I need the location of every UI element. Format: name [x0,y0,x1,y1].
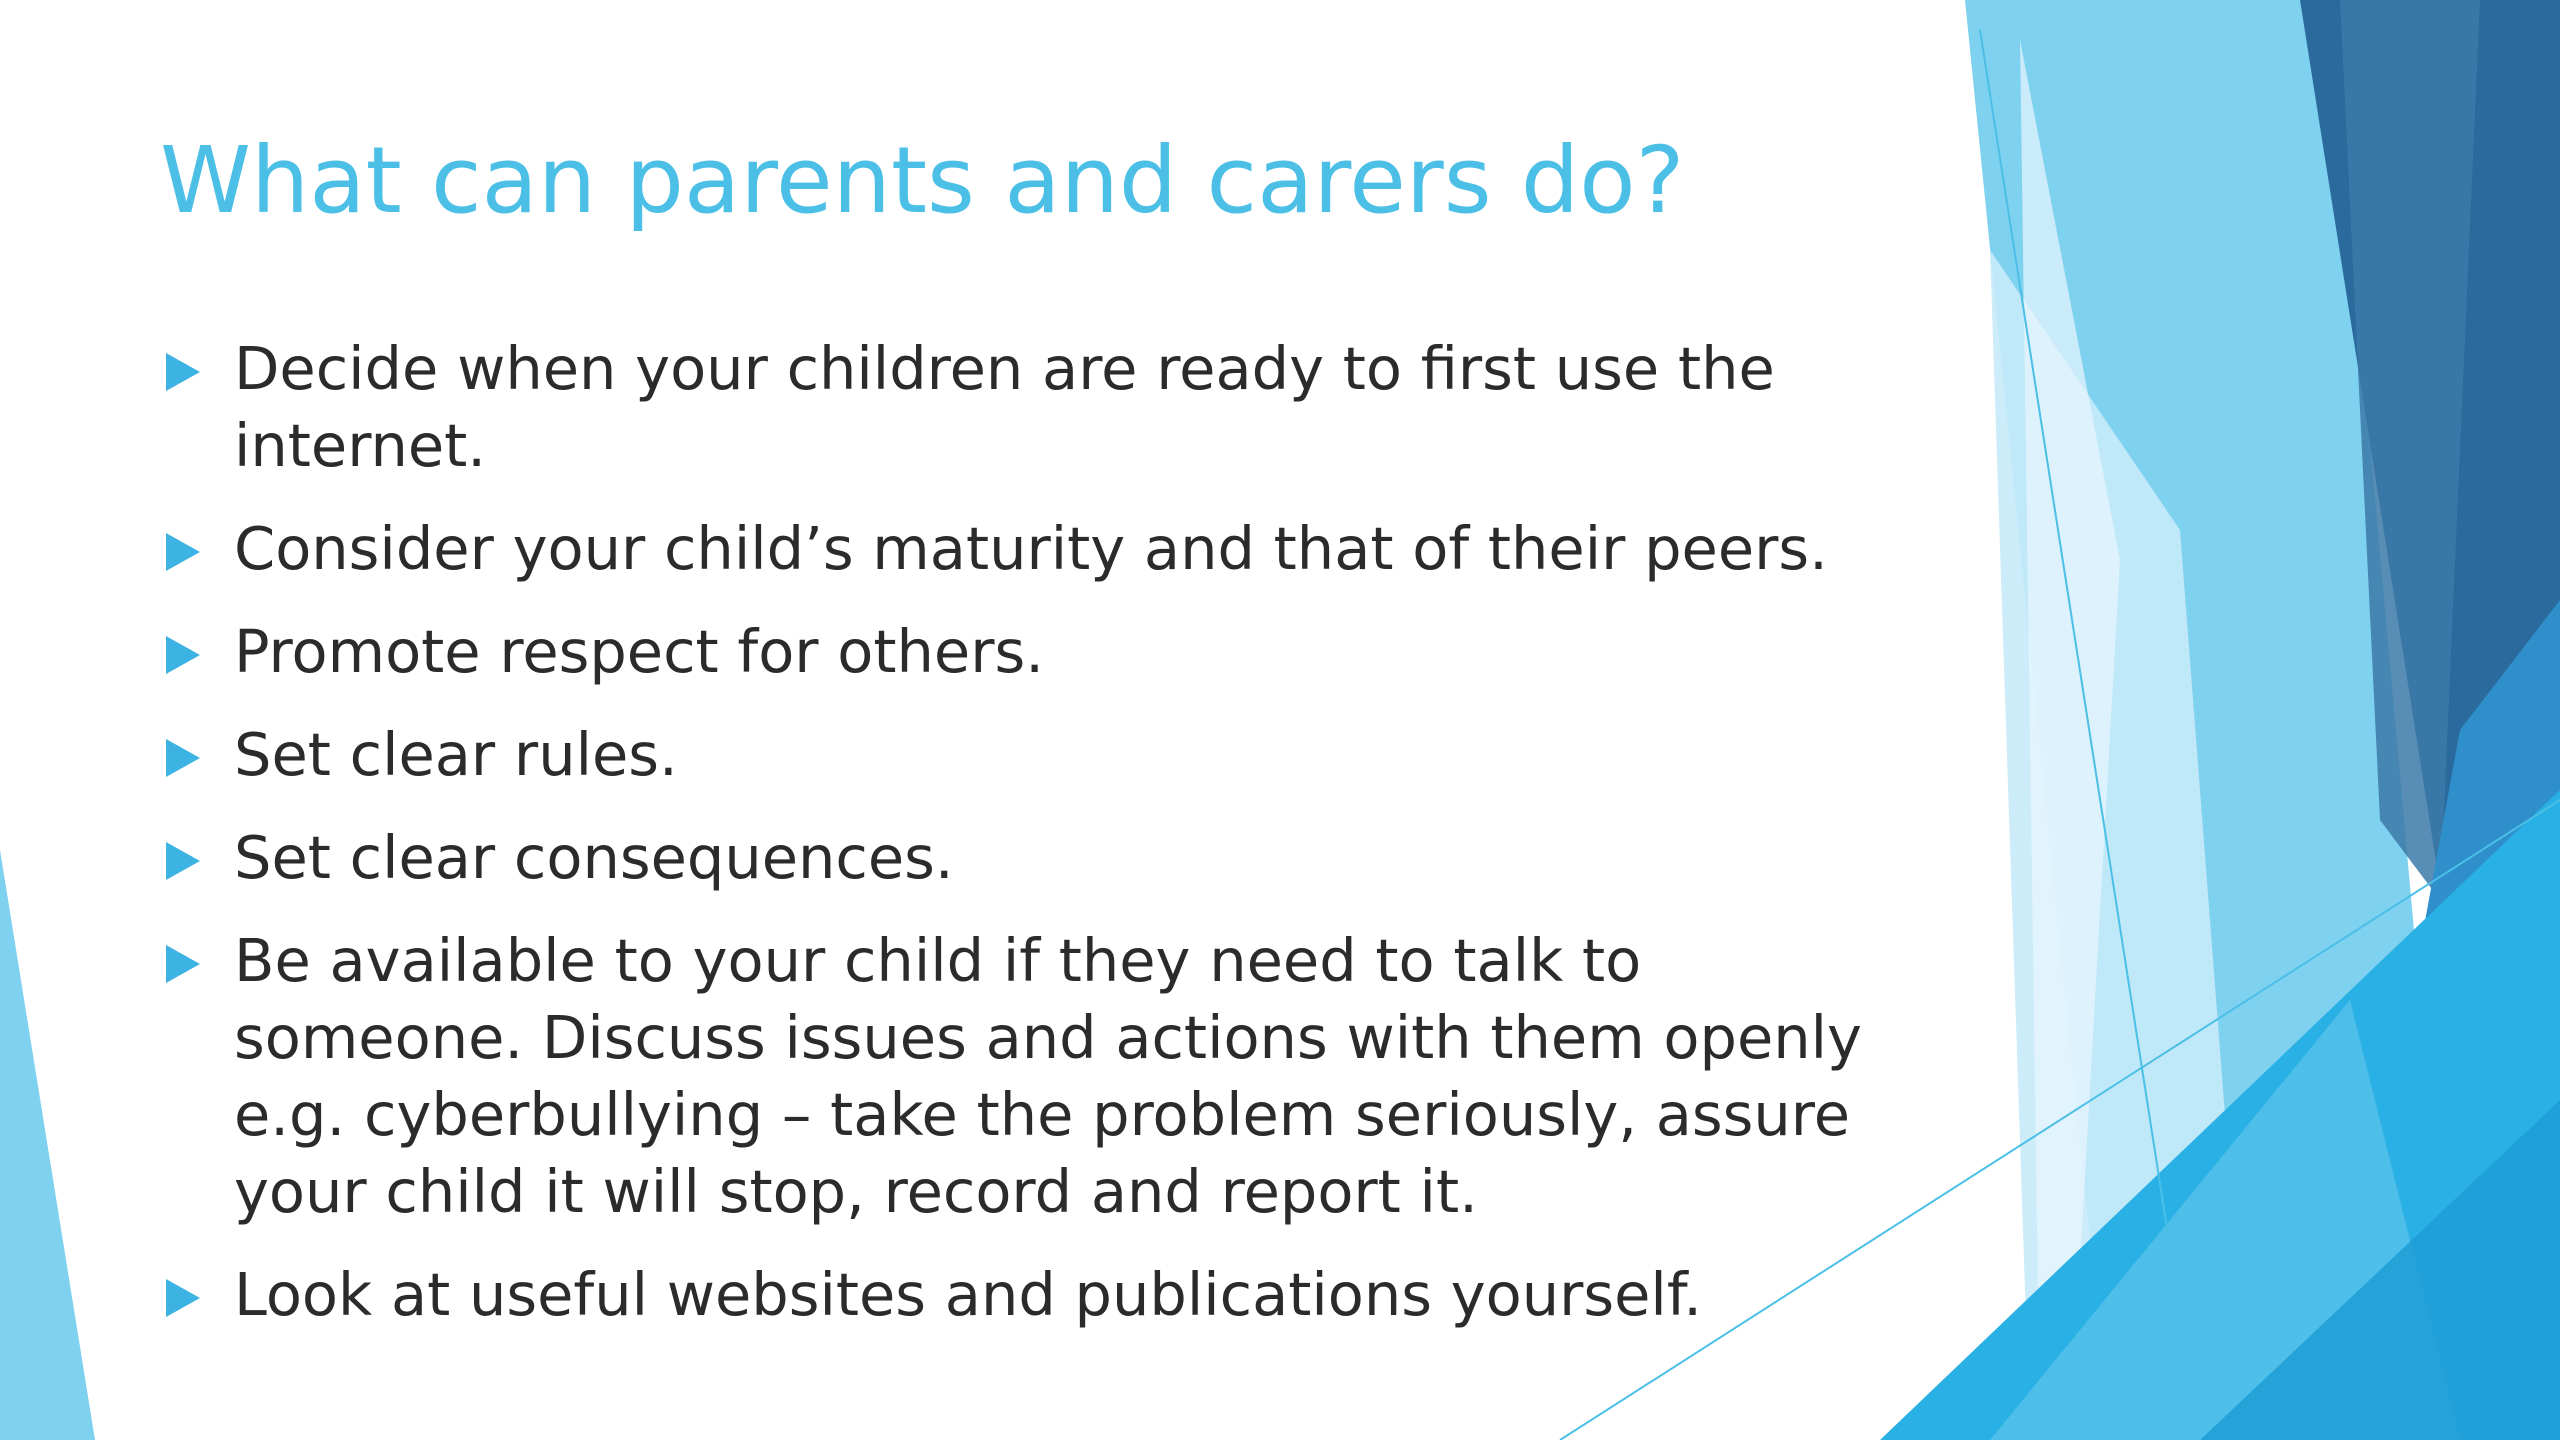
left-accent-shape [0,850,95,1440]
triangle-right-icon [166,739,200,777]
bullet-text: Be available to your child if they need to talk to someone. Discuss issues and actions with them openly e.g. cyberbullying – take the problem seriously, assure your child it will stop, record and report it. [234,926,1862,1226]
triangle-right-icon [166,353,200,391]
bullet-item [160,510,1940,587]
bullet-text: Look at useful websites and publications yourself. [234,1260,1703,1329]
bullet-text: Set clear consequences. [234,823,954,892]
bullet-item [160,819,1940,896]
bullet-text: Promote respect for others. [234,617,1044,686]
bullet-list [160,330,1940,1333]
bullet-item [160,716,1940,793]
triangle-right-icon [166,842,200,880]
slide-title: What can parents and carers do? [160,127,1685,234]
triangle-right-icon [166,636,200,674]
bullet-item [160,330,1940,484]
triangle-right-icon [166,533,200,571]
bullet-item [160,922,1940,1230]
bullet-text: Decide when your children are ready to first use the internet. [234,334,1775,480]
bullet-text: Consider your child’s maturity and that of their peers. [234,514,1828,583]
triangle-right-icon [166,945,200,983]
bullet-item [160,613,1940,690]
triangle-right-icon [166,1279,200,1317]
bullet-text: Set clear rules. [234,720,678,789]
bullet-item [160,1256,1940,1333]
